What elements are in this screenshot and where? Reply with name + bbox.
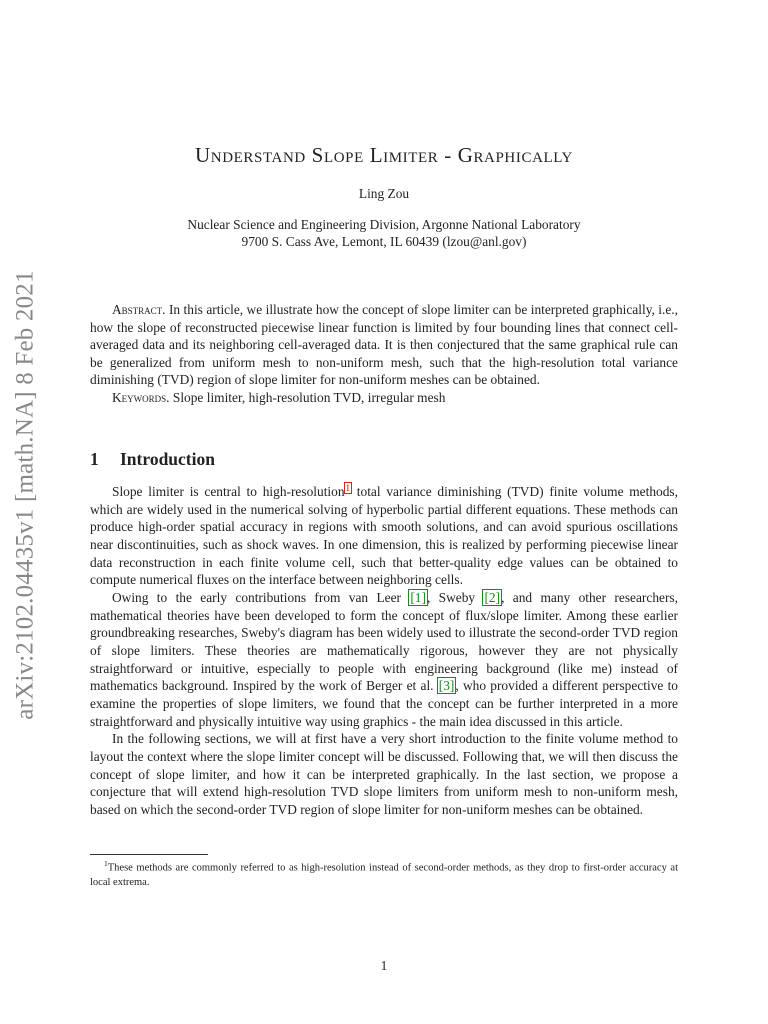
- arxiv-identifier: arXiv:2102.04435v1 [math.NA] 8 Feb 2021: [12, 270, 40, 720]
- paragraph-text: , and many other researchers, mathematical theories have been developed to form the concept of flux/slope limiter. Among these earlier groundbreaking researches, Sweby's diagram has been widely used to illustrate the second-order TVD region of slope limiters. These theories are mathematically rigorous, however they are not physically straightforward or intuitive, especially to people with engineering background (like me) instead of mathematics background. Inspired by the work of Berger et al.: [90, 589, 678, 694]
- affiliation-line-2: 9700 S. Cass Ave, Lemont, IL 60439 (lzou@anl.gov): [241, 234, 527, 249]
- keywords-text: Slope limiter, high-resolution TVD, irregular mesh: [169, 389, 446, 405]
- author-affiliation: [90, 216, 678, 250]
- introduction-body: [90, 483, 678, 818]
- page-number: 1: [380, 958, 388, 973]
- footnote-text: These methods are commonly referred to as high-resolution instead of second-order methods, as they drop to first-order accuracy at local extrema.: [90, 862, 678, 888]
- citation-link-2[interactable]: [2]: [484, 589, 501, 605]
- abstract-block: [90, 301, 678, 407]
- section-heading: [90, 449, 215, 470]
- abstract-text: In this article, we illustrate how the concept of slope limiter can be interpreted graphically, i.e., how the slope of reconstructed piecewise linear function is limited by four bounding lines that connect cell-averaged data and its neighboring cell-averaged data. It is then conjectured that the same graphical rule can be generalized from uniform mesh to non-uniform mesh, such that the high-resolution total variance diminishing (TVD) region of slope limiter for non-uniform meshes can be obtained.: [90, 302, 678, 388]
- paragraph-text: total variance diminishing (TVD) finite volume methods, which are widely used in the numerical solving of hyperbolic partial different equations. These methods can produce high-order spatial accuracy in regions with smooth solutions, and can avoid spurious oscillations near discontinuities, such as shock waves. In one dimension, this is realized by performing piecewise linear data reconstruction in each finite volume cell, such that better-quality edge values can be obtained to compute numerical fluxes on the interface between neighboring cells.: [90, 484, 678, 588]
- paragraph-text: , who provided a different perspective to examine the properties of slope limiters, we found that the concept can be further interpreted in a more straightforward and physically intuitive way using graphics - the main idea discussed in this article.: [90, 678, 678, 729]
- paragraph-1: [90, 483, 678, 589]
- affiliation-line-1: Nuclear Science and Engineering Division, Argonne National Laboratory: [187, 217, 581, 232]
- citation-link-1[interactable]: [1]: [410, 589, 426, 605]
- paragraph-2: [90, 589, 678, 730]
- footnote: [90, 857, 678, 890]
- author-name: Ling Zou: [358, 186, 410, 201]
- paragraph-text: , Sweby: [426, 589, 484, 605]
- paragraph-3: In the following sections, we will at first have a very short introduction to the finite volume method to layout the context where the slope limiter concept will be discussed. Following that, we will then discuss the concept of slope limiter, and how it can be interpreted graphically. In the last section, we propose a conjecture that will extend high-resolution TVD slope limiters from uniform mesh to non-uniform mesh, based on which the second-order TVD region of slope limiter for non-uniform meshes can be obtained.: [90, 731, 678, 817]
- arxiv-sidebar: [8, 260, 44, 730]
- abstract-paragraph: [90, 301, 678, 389]
- citation-link-3[interactable]: [3]: [438, 678, 455, 694]
- footnote-mark: 1: [104, 859, 108, 868]
- footnote-divider: [90, 854, 208, 855]
- section-number: 1: [90, 449, 99, 469]
- abstract-label: Abstract.: [112, 302, 166, 317]
- keywords-label: Keywords.: [112, 389, 170, 405]
- paragraph-text: Owing to the early contributions from van Leer: [112, 589, 410, 605]
- paragraph-text: Slope limiter is central to high-resolution: [112, 484, 345, 499]
- section-title: Introduction: [120, 449, 215, 469]
- keywords-paragraph: [90, 389, 678, 407]
- footnote-link[interactable]: 1: [345, 482, 351, 493]
- paper-title: Understand Slope Limiter - Graphically: [195, 143, 573, 167]
